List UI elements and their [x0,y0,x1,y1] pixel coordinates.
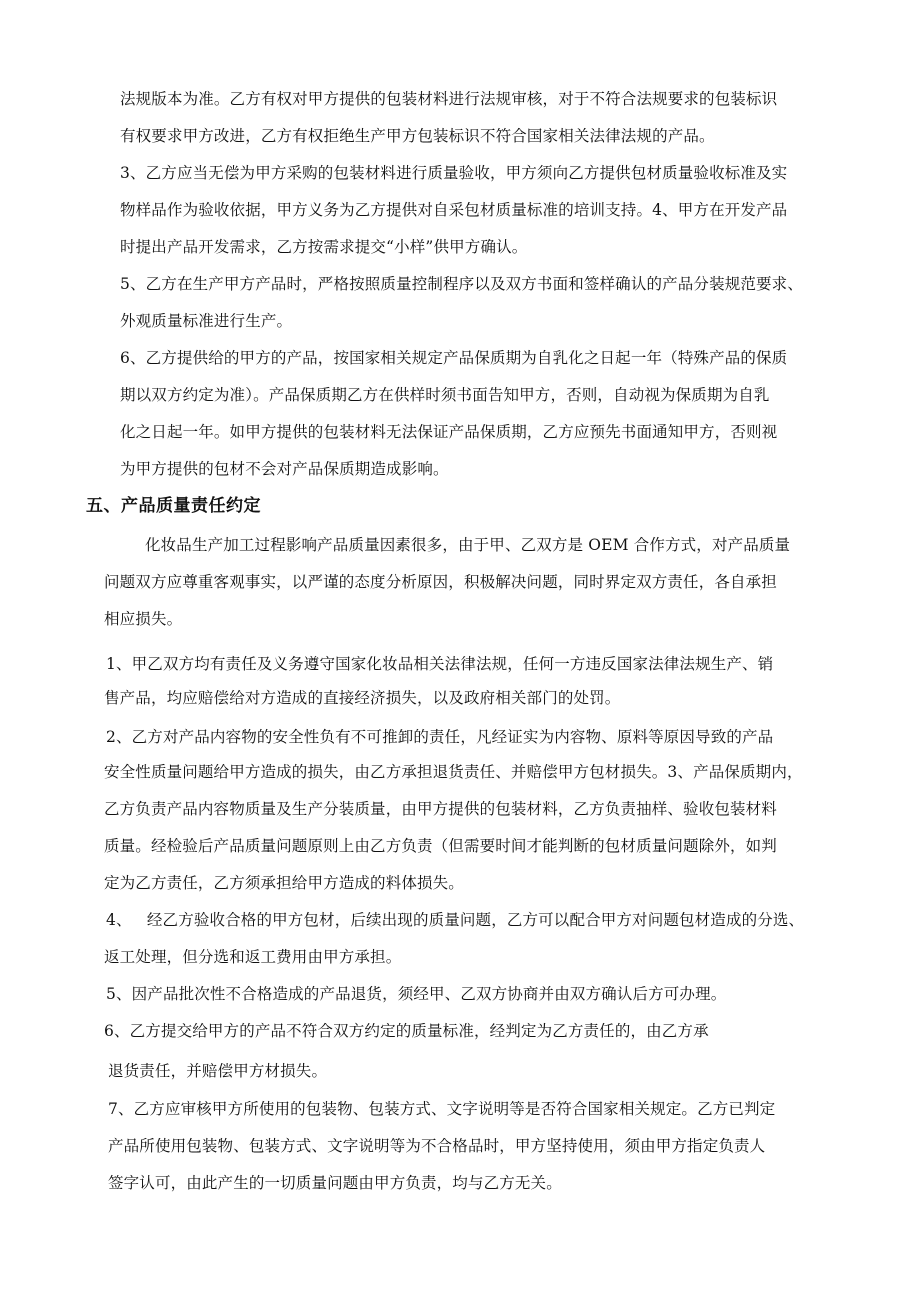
text-line: 物样品作为验收依据，甲方义务为乙方提供对自采包材质量标准的培训支持。4、甲方在开发产品 [120,201,788,219]
text-line: 2、乙方对产品内容物的安全性负有不可推卸的责任，凡经证实为内容物、原料等原因导致的产品 [106,728,774,746]
text-line: 问题双方应尊重客观事实，以严谨的态度分析原因，积极解决问题，同时界定双方责任，各自承担 [104,573,777,591]
text-line: 化妆品生产加工过程影响产品质量因素很多，由于甲、乙双方是 OEM 合作方式，对产品质量 [145,536,791,554]
text-line: 7、乙方应审核甲方所使用的包装物、包装方式、文字说明等是否符合国家相关规定。乙方已判定 [108,1100,776,1118]
text-line: 法规版本为准。乙方有权对甲方提供的包装材料进行法规审核，对于不符合法规要求的包装标识 [120,90,778,108]
text-line: 产品所使用包装物、包装方式、文字说明等为不合格品时，甲方坚持使用，须由甲方指定负责人 [108,1137,766,1155]
text-line: 化之日起一年。如甲方提供的包装材料无法保证产品保质期，乙方应预先书面通知甲方，否则视 [120,423,778,441]
text-line: 相应损失。 [104,610,183,628]
section-5-heading: 五、产品质量责任约定 [86,496,261,516]
text-line: 5、因产品批次性不合格造成的产品退货，须经甲、乙双方协商并由双方确认后方可办理。 [106,985,727,1003]
text-line: 售产品，均应赔偿给对方造成的直接经济损失，以及政府相关部门的处罚。 [104,689,621,707]
text-line: 5、乙方在生产甲方产品时，严格按照质量控制程序以及双方书面和签样确认的产品分装规范要求、 [120,275,803,293]
text-line: 签字认可，由此产生的一切质量问题由甲方负责，均与乙方无关。 [108,1174,562,1192]
text-line: 有权要求甲方改进，乙方有权拒绝生产甲方包装标识不符合国家相关法律法规的产品。 [120,127,715,145]
text-line: 为甲方提供的包材不会对产品保质期造成影响。 [120,460,449,478]
text-line: 6、乙方提交给甲方的产品不符合双方约定的质量标准，经判定为乙方责任的，由乙方承 [104,1022,709,1040]
text-line: 4、 经乙方验收合格的甲方包材，后续出现的质量问题，乙方可以配合甲方对问题包材造成的分选、 [106,911,805,929]
text-line: 安全性质量问题给甲方造成的损失，由乙方承担退货责任、并赔偿甲方包材损失。3、产品保质期内， [104,763,803,781]
text-line: 6、乙方提供给的甲方的产品，按国家相关规定产品保质期为自乳化之日起一年（特殊产品的保质 [120,349,788,367]
text-line: 定为乙方责任，乙方须承担给甲方造成的料体损失。 [104,874,464,892]
text-line: 乙方负责产品内容物质量及生产分装质量，由甲方提供的包装材料，乙方负责抽样、验收包装材料 [104,800,777,818]
text-line: 外观质量标准进行生产。 [120,312,293,330]
text-line: 质量。经检验后产品质量问题原则上由乙方负责（但需要时间才能判断的包材质量问题除外，如判 [104,837,777,855]
text-line: 时提出产品开发需求，乙方按需求提交“小样”供甲方确认。 [120,238,528,256]
text-line: 期以双方约定为准）。产品保质期乙方在供样时须书面告知甲方，否则，自动视为保质期为自乳 [120,386,770,404]
text-line: 返工处理，但分选和返工费用由甲方承担。 [104,948,402,966]
text-line: 3、乙方应当无偿为甲方采购的包装材料进行质量验收，甲方须向乙方提供包材质量验收标准及实 [120,164,788,182]
text-line: 1、甲乙双方均有责任及义务遵守国家化妆品相关法律法规，任何一方违反国家法律法规生产、销 [106,655,774,673]
text-line: 退货责任，并赔偿甲方材损失。 [108,1062,328,1080]
